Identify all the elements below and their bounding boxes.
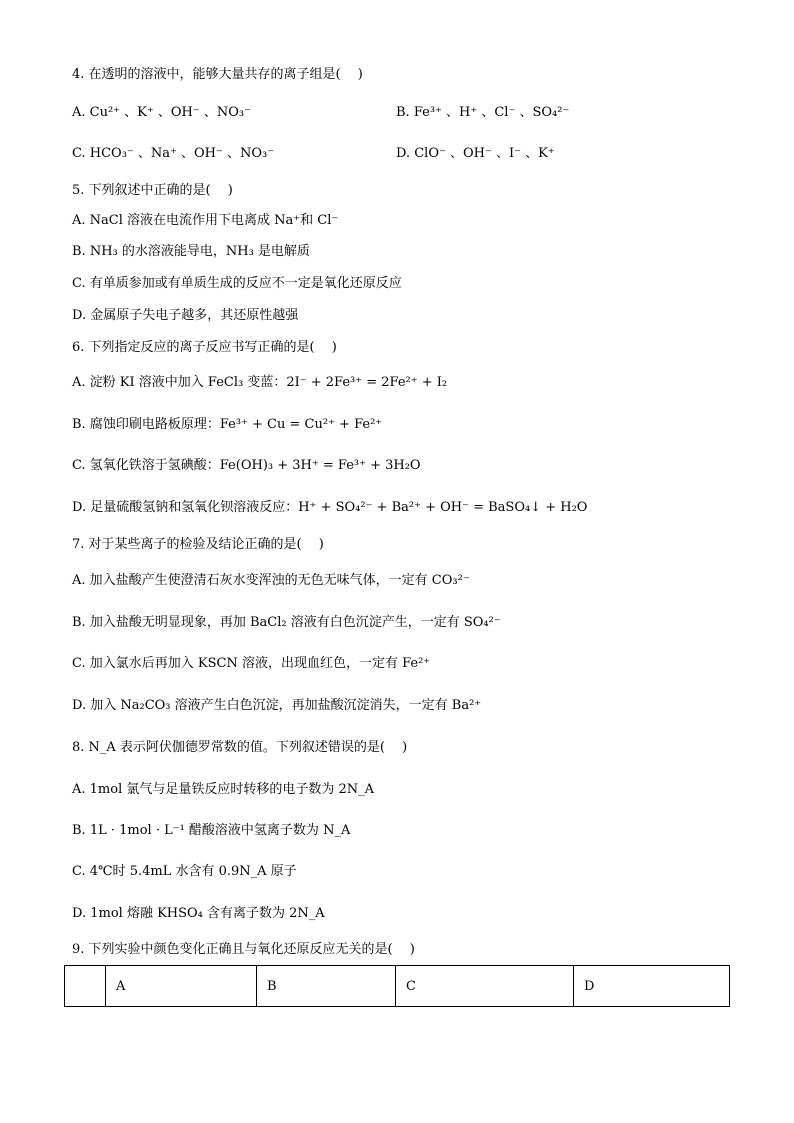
- q8-option-b: B. 1L · 1mol · L⁻¹ 醋酸溶液中氢离子数为 N_A: [72, 823, 351, 838]
- table-header-d: D: [574, 966, 730, 1007]
- q5-option-c: C. 有单质参加或有单质生成的反应不一定是氧化还原反应: [72, 276, 402, 291]
- q8-stem: 8. N_A 表示阿伏伽德罗常数的值。下列叙述错误的是( ): [72, 740, 408, 755]
- table-cell-blank: [65, 966, 106, 1007]
- q9-stem: 9. 下列实验中颜色变化正确且与氧化还原反应无关的是( ): [72, 942, 415, 957]
- q6-option-d: D. 足量硫酸氢钠和氢氧化钡溶液反应：H⁺ + SO₄²⁻ + Ba²⁺ + OH⁻ = BaSO₄↓ + H₂O: [72, 500, 588, 515]
- q7-option-a: A. 加入盐酸产生使澄清石灰水变浑浊的无色无味气体，一定有 CO₃²⁻: [72, 573, 470, 588]
- q5-option-a: A. NaCl 溶液在电流作用下电离成 Na⁺和 Cl⁻: [72, 213, 339, 228]
- q5-option-b: B. NH₃ 的水溶液能导电，NH₃ 是电解质: [72, 244, 310, 259]
- q7-option-d: D. 加入 Na₂CO₃ 溶液产生白色沉淀，再加盐酸沉淀消失，一定有 Ba²⁺: [72, 698, 482, 713]
- q7-option-b: B. 加入盐酸无明显现象，再加 BaCl₂ 溶液有白色沉淀产生，一定有 SO₄²⁻: [72, 615, 501, 630]
- q7-stem: 7. 对于某些离子的检验及结论正确的是( ): [72, 537, 324, 552]
- q4-option-b: B. Fe³⁺ 、H⁺ 、Cl⁻ 、SO₄²⁻: [396, 105, 570, 120]
- q5-option-d: D. 金属原子失电子越多，其还原性越强: [72, 308, 299, 323]
- q8-option-d: D. 1mol 熔融 KHSO₄ 含有离子数为 2N_A: [72, 906, 325, 921]
- q4-stem: 4. 在透明的溶液中，能够大量共存的离子组是( ): [72, 67, 363, 82]
- table-header-a: A: [106, 966, 257, 1007]
- q8-option-a: A. 1mol 氯气与足量铁反应时转移的电子数为 2N_A: [72, 782, 375, 797]
- q4-option-a: A. Cu²⁺ 、K⁺ 、OH⁻ 、NO₃⁻: [72, 105, 251, 120]
- table-header-c: C: [396, 966, 574, 1007]
- table-header-b: B: [257, 966, 396, 1007]
- q6-option-c: C. 氢氧化铁溶于氢碘酸：Fe(OH)₃ + 3H⁺ = Fe³⁺ + 3H₂O: [72, 458, 421, 473]
- q7-option-c: C. 加入氯水后再加入 KSCN 溶液，出现血红色，一定有 Fe²⁺: [72, 656, 431, 671]
- q6-stem: 6. 下列指定反应的离子反应书写正确的是( ): [72, 340, 337, 355]
- q6-option-b: B. 腐蚀印刷电路板原理：Fe³⁺ + Cu = Cu²⁺ + Fe²⁺: [72, 417, 383, 432]
- q5-stem: 5. 下列叙述中正确的是( ): [72, 183, 233, 198]
- table-row: [65, 966, 730, 1007]
- q9-options-table: [64, 965, 730, 1007]
- q6-option-a: A. 淀粉 KI 溶液中加入 FeCl₃ 变蓝：2I⁻ + 2Fe³⁺ = 2Fe²⁺ + I₂: [72, 375, 448, 390]
- q4-option-c: C. HCO₃⁻ 、Na⁺ 、OH⁻ 、NO₃⁻: [72, 146, 275, 161]
- q8-option-c: C. 4℃时 5.4mL 水含有 0.9N_A 原子: [72, 864, 297, 879]
- q4-option-d: D. ClO⁻ 、OH⁻ 、I⁻ 、K⁺: [396, 146, 555, 161]
